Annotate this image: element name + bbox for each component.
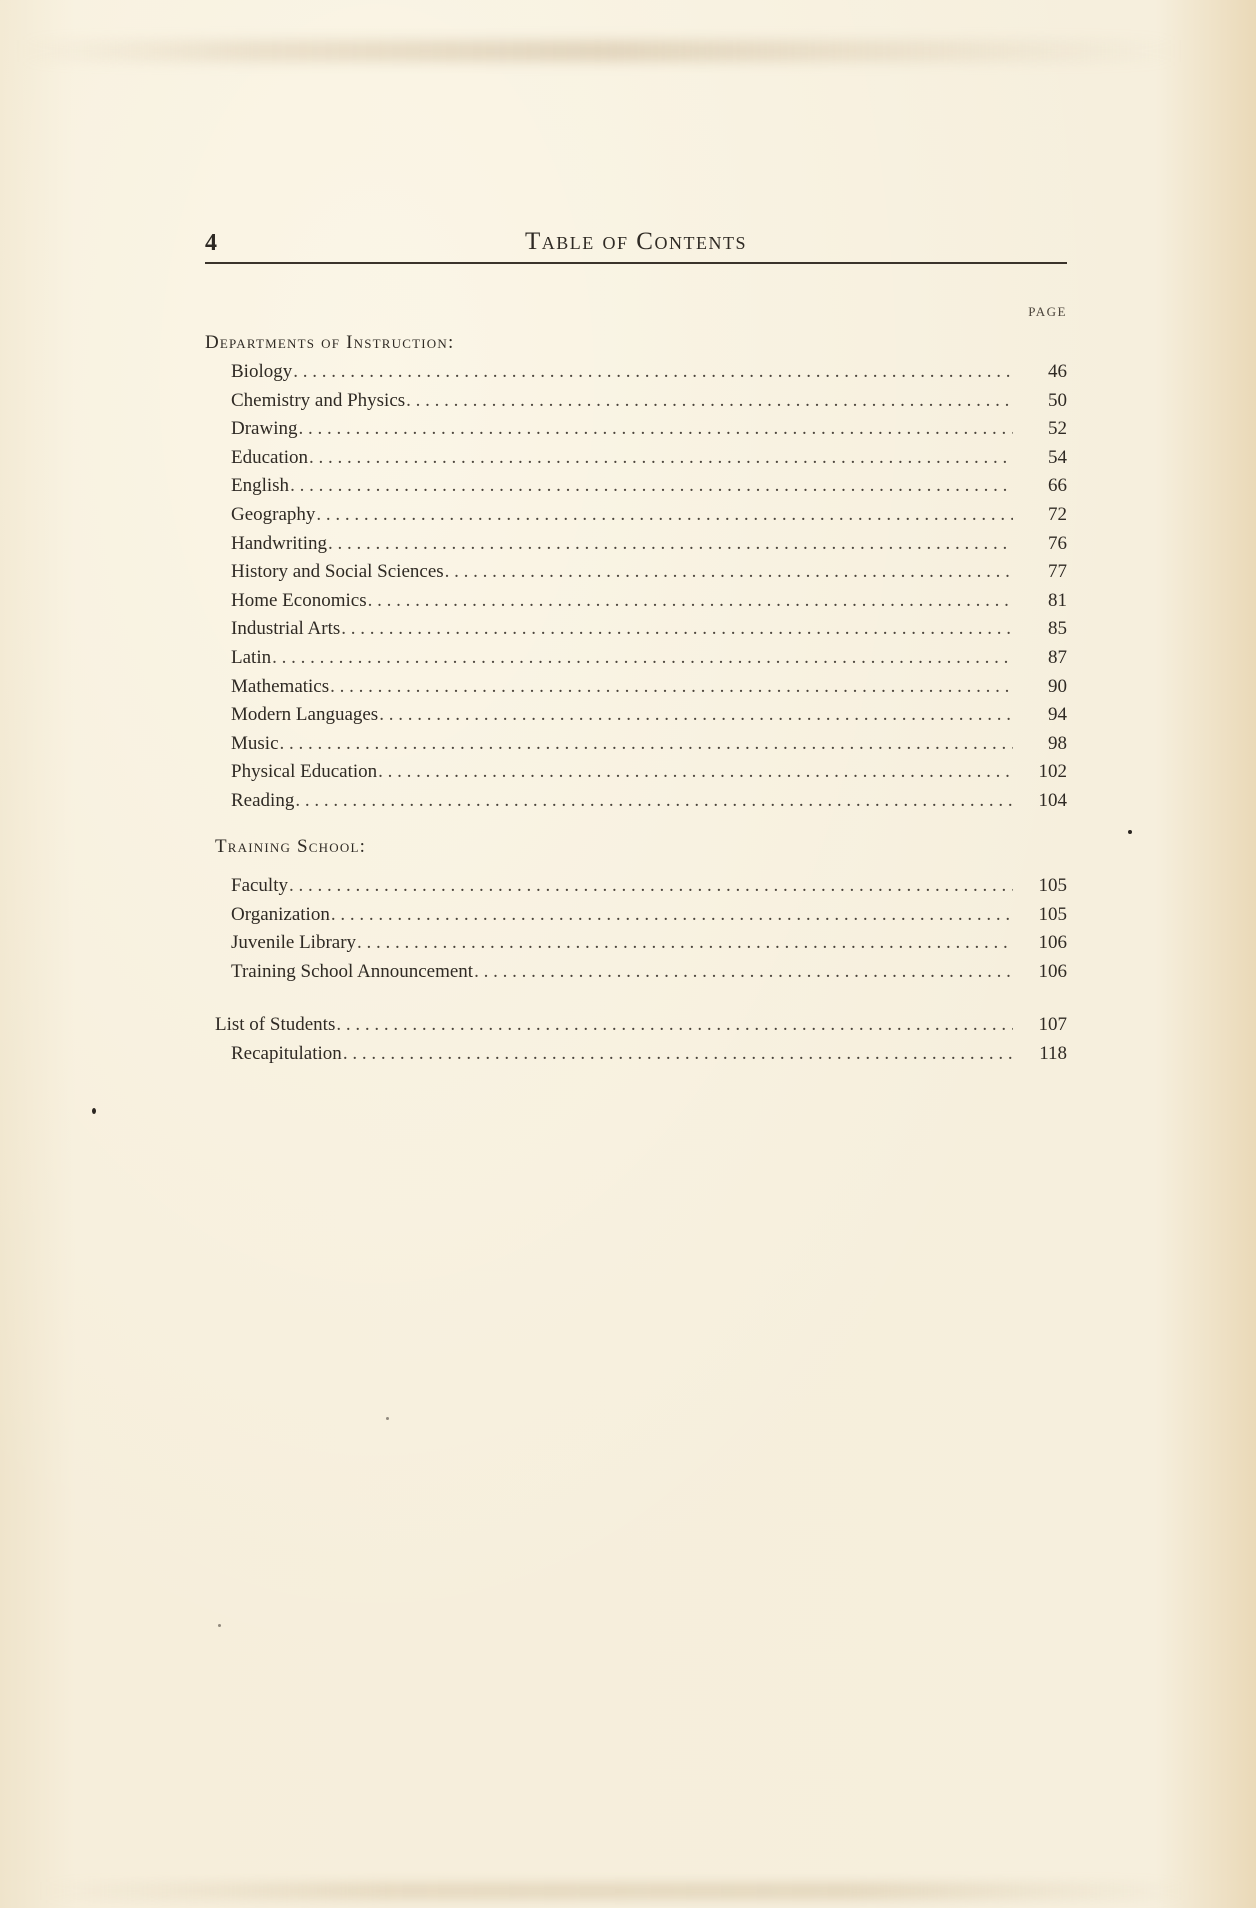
paper-stain [20, 40, 1180, 62]
toc-entry-page: 66 [1048, 475, 1067, 497]
toc-entry [231, 472, 1067, 499]
toc-entry-page: 118 [1039, 1042, 1067, 1064]
toc-entry-page: 102 [1038, 761, 1067, 783]
toc-entry-title: Home Economics [231, 589, 367, 611]
dot-leader [343, 1040, 1013, 1067]
toc-entry-page: 90 [1048, 675, 1067, 697]
dot-leader [280, 730, 1014, 757]
toc-entry-title: Biology [231, 361, 293, 382]
toc-entry-page: 104 [1038, 790, 1067, 811]
dot-leader [368, 587, 1013, 614]
toc-entry-title: Faculty [231, 875, 288, 896]
dot-leader [295, 787, 1013, 814]
page-column-label: PAGE [1028, 304, 1067, 319]
dot-leader [341, 615, 1013, 642]
toc-entry [231, 787, 1067, 814]
toc-entry-title: List of Students [215, 1014, 336, 1035]
toc-entry [231, 444, 1067, 471]
dot-leader [406, 387, 1013, 414]
toc-entry-page: 46 [1048, 361, 1067, 382]
toc-entry-page: 76 [1048, 532, 1067, 554]
paper-speck [218, 1624, 221, 1627]
dot-leader [378, 758, 1013, 785]
toc-entry-page: 105 [1038, 875, 1067, 896]
toc-entry [231, 415, 1067, 442]
toc-entry [231, 701, 1067, 728]
paper-stain [40, 1882, 1190, 1900]
dot-leader [474, 958, 1013, 985]
toc-entry-page: 94 [1048, 704, 1067, 726]
dot-leader [331, 901, 1013, 928]
dot-leader [298, 415, 1013, 442]
page-header [205, 228, 1067, 264]
dot-leader [379, 701, 1013, 728]
toc-entry-title: English [231, 475, 290, 497]
toc-entry-title: Music [231, 732, 279, 754]
toc-entry-page: 50 [1048, 389, 1067, 411]
toc-entry-title: Chemistry and Physics [231, 389, 406, 411]
toc-entry [231, 644, 1067, 671]
dot-leader [309, 444, 1013, 471]
section-heading-departments: Departments of Instruction: [205, 332, 455, 353]
toc-entry-title: Reading [231, 790, 295, 811]
toc-entry [231, 758, 1067, 785]
toc-entry [231, 501, 1067, 528]
toc-entry [231, 1040, 1067, 1067]
running-title: Table of Contents [525, 228, 747, 255]
toc-entry [231, 929, 1067, 956]
toc-entry-title: Latin [231, 647, 272, 668]
toc-entry-page: 105 [1038, 903, 1067, 925]
toc-entry-title: Physical Education [231, 761, 378, 783]
toc-entry-page: 98 [1048, 732, 1067, 754]
toc-entry-title: Drawing [231, 418, 298, 440]
toc-entry-title: Mathematics [231, 675, 330, 697]
toc-entry [231, 530, 1067, 557]
toc-entry [231, 730, 1067, 757]
toc-entry-title: Recapitulation [231, 1042, 342, 1064]
paper-speck [386, 1417, 389, 1420]
dot-leader [290, 472, 1013, 499]
toc-entry-title: Training School Announcement [231, 960, 474, 982]
toc-entry-page: 81 [1048, 589, 1067, 611]
toc-entry [231, 587, 1067, 614]
toc-entry-page: 106 [1038, 960, 1067, 982]
dot-leader [330, 673, 1013, 700]
toc-entry-title: Education [231, 446, 309, 468]
toc-entry-page: 54 [1048, 446, 1067, 468]
paper-speck [92, 1108, 96, 1114]
toc-entry-page: 107 [1038, 1014, 1067, 1035]
toc-entry [231, 358, 1067, 385]
toc-entry-title: Handwriting [231, 532, 328, 554]
toc-entry [215, 1011, 1067, 1038]
toc-entry [231, 872, 1067, 899]
toc-entry-title: Industrial Arts [231, 618, 341, 640]
toc-entry-page: 52 [1048, 418, 1067, 440]
toc-entry-title: Organization [231, 903, 330, 925]
toc-entry-page: 106 [1038, 932, 1067, 954]
dot-leader [357, 929, 1013, 956]
toc-entry-page: 87 [1048, 647, 1067, 668]
dot-leader [293, 358, 1013, 385]
toc-entry-title: Juvenile Library [231, 932, 357, 954]
dot-leader [272, 644, 1013, 671]
dot-leader [316, 501, 1013, 528]
page-number: 4 [205, 230, 217, 256]
dot-leader [289, 872, 1013, 899]
toc-entry-page: 77 [1048, 561, 1067, 583]
toc-entry [231, 901, 1067, 928]
dot-leader [336, 1011, 1013, 1038]
toc-entry [231, 958, 1067, 985]
toc-entry [231, 615, 1067, 642]
toc-entry-title: History and Social Sciences [231, 561, 444, 583]
toc-entry [231, 558, 1067, 585]
toc-entry [231, 673, 1067, 700]
section-heading-training-school: Training School: [215, 836, 367, 857]
paper-speck [1128, 830, 1132, 834]
toc-entry-title: Geography [231, 504, 316, 525]
toc-entry-page: 72 [1048, 504, 1067, 525]
toc-entry [231, 387, 1067, 414]
dot-leader [445, 558, 1013, 585]
dot-leader [328, 530, 1013, 557]
toc-entry-title: Modern Languages [231, 704, 379, 726]
toc-entry-page: 85 [1048, 618, 1067, 640]
